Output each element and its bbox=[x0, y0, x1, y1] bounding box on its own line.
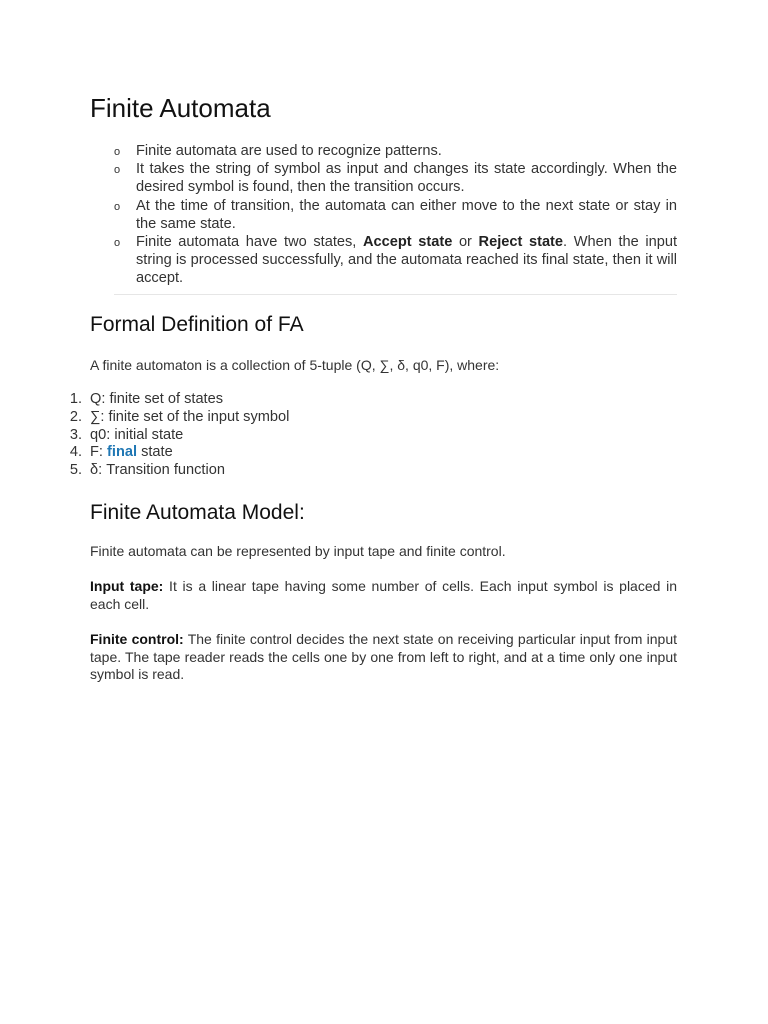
bullet-item bbox=[114, 233, 677, 288]
section-divider bbox=[114, 294, 677, 295]
list-number: 1. bbox=[69, 391, 82, 407]
list-item-text: q0: initial state bbox=[90, 426, 184, 443]
accept-state-term: Accept state bbox=[362, 234, 453, 251]
list-item bbox=[60, 462, 677, 480]
bullet-text-before: Finite automata have two states, bbox=[136, 234, 363, 251]
list-number: 5. bbox=[69, 462, 82, 479]
formal-definition-heading: Formal Definition of FA bbox=[90, 313, 304, 336]
tuple-item-list bbox=[60, 391, 677, 480]
bullet-marker: o bbox=[114, 200, 121, 213]
list-number: 3. bbox=[69, 426, 82, 443]
model-intro-text: Finite automata can be represented by input tape and finite control. bbox=[90, 543, 506, 559]
list-item-text-before: F: bbox=[90, 444, 108, 461]
bullet-marker: o bbox=[114, 237, 121, 250]
list-item bbox=[60, 409, 677, 427]
finite-control-label: Finite control: bbox=[90, 631, 184, 647]
input-tape-text: It is a linear tape having some number of cells. Each input symbol is placed in each cell. bbox=[90, 578, 678, 612]
page-title: Finite Automata bbox=[90, 93, 271, 123]
input-tape-paragraph bbox=[90, 578, 677, 613]
list-item bbox=[60, 444, 677, 462]
list-item bbox=[60, 427, 677, 445]
bullet-item bbox=[114, 197, 677, 233]
list-item-text-after: state bbox=[137, 444, 173, 461]
list-number: 4. bbox=[69, 444, 82, 461]
bullet-marker: o bbox=[114, 164, 121, 177]
bullet-item bbox=[114, 142, 677, 160]
bullet-text-after: . When the input string is processed successfully, and the automata reached its final state, then it will accept. bbox=[136, 234, 678, 287]
list-item bbox=[60, 391, 677, 409]
bullet-text: At the time of transition, the automata can either move to the next state or stay in the same state. bbox=[136, 197, 677, 232]
final-link[interactable]: final bbox=[107, 444, 138, 461]
list-item-text: Q: finite set of states bbox=[90, 391, 224, 407]
bullet-text: Finite automata are used to recognize patterns. bbox=[136, 143, 442, 159]
tuple-intro-text: A finite automaton is a collection of 5-tuple (Q, ∑, δ, q0, F), where: bbox=[90, 357, 500, 373]
input-tape-label: Input tape: bbox=[90, 578, 164, 594]
finite-control-text: The finite control decides the next state on receiving particular input from input tape. The tape reader reads the cells one by one from left to right, and at a time only one input symbol is read. bbox=[90, 631, 677, 682]
bullet-marker: o bbox=[114, 146, 121, 158]
intro-bullet-list bbox=[114, 142, 677, 288]
list-number: 2. bbox=[69, 408, 82, 425]
bullet-text: It takes the string of symbol as input and changes its state accordingly. When the desired symbol is found, then the transition occurs. bbox=[136, 161, 677, 196]
bullet-text-middle: or bbox=[452, 234, 479, 251]
bullet-item bbox=[114, 160, 677, 196]
list-item-text: δ: Transition function bbox=[90, 462, 225, 479]
model-heading: Finite Automata Model: bbox=[90, 501, 305, 524]
list-item-text: ∑: finite set of the input symbol bbox=[90, 408, 290, 425]
reject-state-term: Reject state bbox=[478, 234, 564, 251]
finite-control-paragraph bbox=[90, 631, 677, 684]
